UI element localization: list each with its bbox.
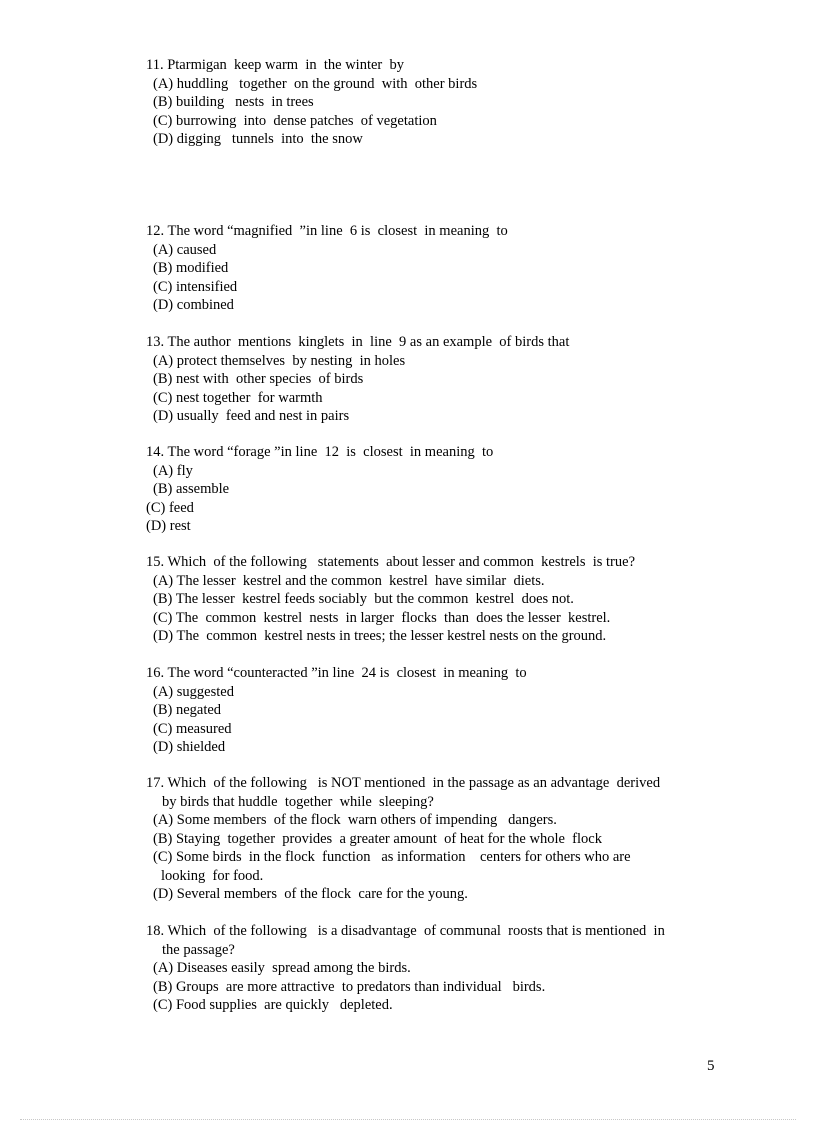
option-c: (C) measured — [153, 720, 232, 737]
question-stem: 15. Which of the following statements about lesser and common kestrels is true? — [146, 554, 635, 570]
option-d: (D) digging tunnels into the snow — [153, 131, 363, 147]
option-d: (D) usually feed and nest in pairs — [153, 408, 350, 424]
option-b: (B) modified — [153, 260, 229, 276]
question-stem: 16. The word “counteracted ”in line 24 is closest in meaning to — [146, 665, 527, 681]
option-b: (B) Groups are more attractive to predators than individual birds. — [153, 978, 546, 995]
question-stem: 11. Ptarmigan keep warm in the winter by — [146, 57, 404, 73]
page-bottom-divider — [20, 1119, 796, 1120]
option-a: (A) The lesser kestrel and the common kestrel have similar diets. — [153, 572, 545, 589]
question-stem: 14. The word “forage ”in line 12 is closest in meaning to — [146, 444, 494, 460]
question-stem: 13. The author mentions kinglets in line 9 as an example of birds that — [146, 334, 570, 350]
question-13 — [146, 333, 726, 426]
option-c: (C) Some birds in the flock function as information centers for others who are — [153, 849, 631, 865]
question-12 — [146, 222, 726, 315]
question-11 — [146, 56, 726, 149]
option-a: (A) fly — [153, 462, 193, 479]
question-stem: 17. Which of the following is NOT mentioned in the passage as an advantage derived — [146, 775, 661, 791]
option-c: (C) nest together for warmth — [153, 389, 323, 406]
question-14 — [146, 443, 726, 536]
option-d: (D) Several members of the flock care for the young. — [153, 886, 468, 902]
option-a: (A) suggested — [153, 683, 234, 700]
option-d: (D) combined — [153, 297, 234, 313]
option-c: (C) The common kestrel nests in larger flocks than does the lesser kestrel. — [153, 609, 611, 626]
option-c: (C) burrowing into dense patches of vegetation — [153, 112, 437, 129]
option-b: (B) negated — [153, 702, 222, 718]
page-number: 5 — [707, 1058, 715, 1074]
option-d: (D) The common kestrel nests in trees; the lesser kestrel nests on the ground. — [153, 628, 607, 644]
option-a: (A) caused — [153, 241, 217, 258]
option-c: (C) feed — [146, 499, 194, 516]
option-c: (C) Food supplies are quickly depleted. — [153, 997, 393, 1013]
option-b: (B) building nests in trees — [153, 94, 314, 110]
option-a: (A) huddling together on the ground with other birds — [153, 75, 478, 92]
option-d: (D) rest — [146, 518, 191, 534]
option-b: (B) The lesser kestrel feeds sociably but the common kestrel does not. — [153, 591, 574, 607]
question-15 — [146, 553, 726, 646]
option-c: (C) intensified — [153, 278, 238, 295]
question-16 — [146, 664, 726, 757]
option-a: (A) Some members of the flock warn others of impending dangers. — [153, 812, 557, 828]
question-17 — [146, 774, 726, 904]
option-b: (B) nest with other species of birds — [153, 371, 364, 387]
option-b: (B) assemble — [153, 481, 230, 497]
question-stem: 12. The word “magnified ”in line 6 is closest in meaning to — [146, 223, 508, 239]
question-stem-continued: the passage? — [162, 941, 235, 958]
option-d: (D) shielded — [153, 739, 226, 755]
option-c-continued: looking for food. — [161, 867, 264, 884]
option-a: (A) protect themselves by nesting in holes — [153, 352, 406, 369]
option-b: (B) Staying together provides a greater amount of heat for the whole flock — [153, 830, 602, 847]
option-a: (A) Diseases easily spread among the birds. — [153, 960, 411, 976]
question-stem-continued: by birds that huddle together while sleeping? — [162, 793, 434, 810]
question-18 — [146, 922, 726, 1015]
question-stem: 18. Which of the following is a disadvantage of communal roosts that is mentioned in — [146, 923, 665, 939]
